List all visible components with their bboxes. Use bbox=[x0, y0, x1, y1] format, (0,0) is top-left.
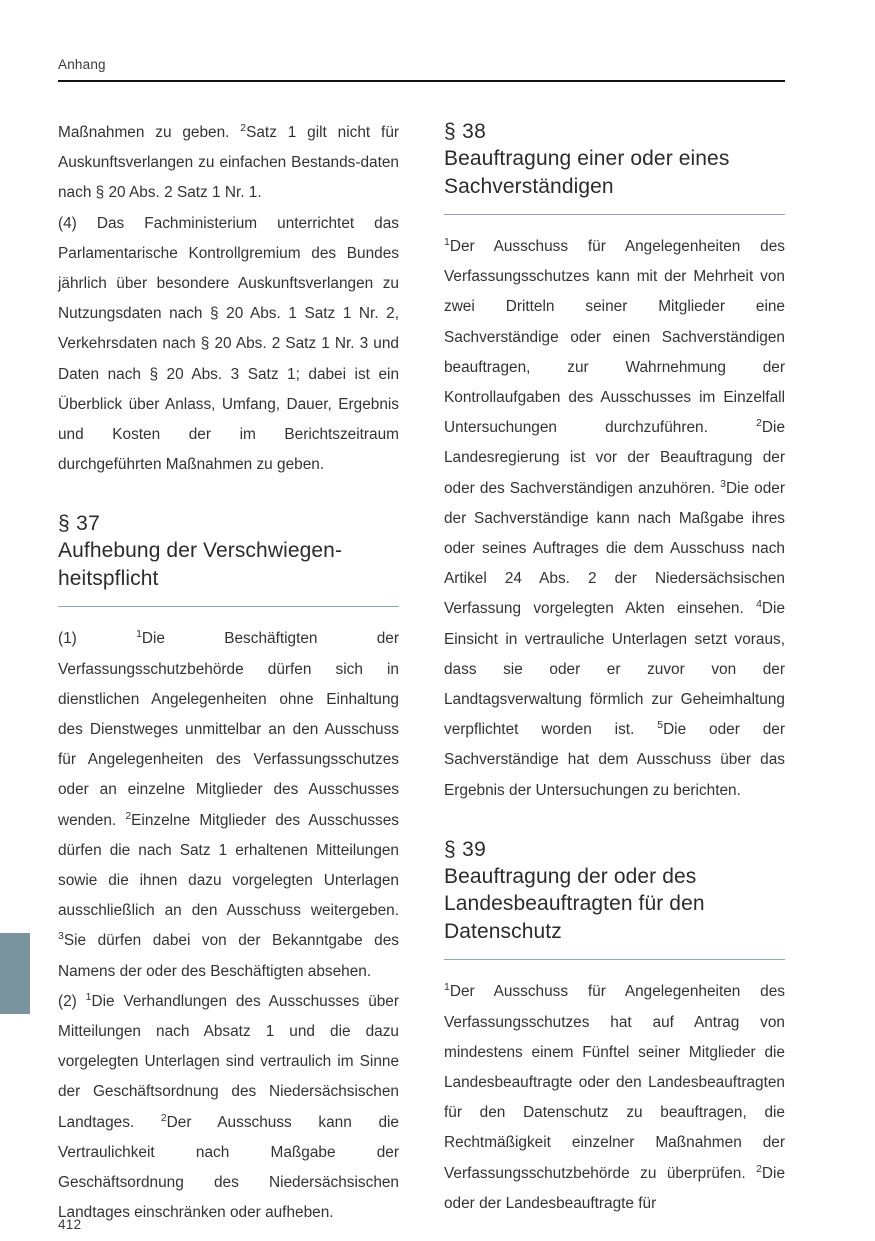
paragraph-absatz-4: (4) Das Fachministerium unterrichtet das Parlamentarische Kontrollgremium des Bundes jährlich über besondere Auskunftsverlangen zu Nutzungsdaten nach § 20 Abs. 1 Satz 1 Nr. 2, Verkehrsdaten nach § 20 Abs. 2 Satz 1 Nr. 3 und Daten nach § 20 Abs. 3 Satz 1; dabei ist ein Überblick über Anlass, Umfang, Dauer, Ergebnis und Kosten der im Berichtszeitraum durchgeführten Maßnahmen zu geben. bbox=[58, 214, 399, 474]
section-title-line-2: heitspflicht bbox=[58, 566, 159, 590]
two-column-body bbox=[58, 118, 785, 1229]
text-run: Der Ausschuss für Angelegenheiten des Verfassungsschutzes hat auf Antrag von mindestens einem Fünftel seiner Mitglieder die Landesbeauftragte oder den Landesbeauftragten für den Datenschutz zu beauftragen, die Rechtmäßigkeit einzelner Maßnahmen der Verfassungsschutzbehörde zu überprüfen. bbox=[444, 983, 785, 1182]
sentence-number-superscript: 1 bbox=[444, 982, 450, 994]
section-rule bbox=[444, 959, 785, 960]
page-number: 412 bbox=[58, 1217, 82, 1232]
text-run: Sie dürfen dabei von der Bekanntgabe des Namens der oder des Beschäftigten absehen. bbox=[58, 932, 399, 980]
text-run: Die Verhandlungen des Ausschusses über Mitteilungen nach Absatz 1 und die dazu vorgelegten Unterlagen sind vertraulich im Sinne der Geschäftsordnung des Niedersächsischen Landtages. bbox=[58, 992, 399, 1131]
sentence-number-superscript: 1 bbox=[136, 629, 142, 641]
text-run: Die oder der Landesbeauftragte für bbox=[444, 1164, 785, 1212]
paragraph-s39-body bbox=[444, 977, 785, 1219]
header-rule bbox=[58, 80, 785, 82]
section-number: § 37 bbox=[58, 512, 101, 536]
section-heading-39 bbox=[444, 836, 785, 961]
text-run: (1) bbox=[58, 630, 137, 648]
sentence-number-superscript: 2 bbox=[756, 1163, 762, 1175]
section-rule bbox=[58, 606, 399, 607]
text-run: Einzelne Mitglieder des Ausschusses dürfen die nach Satz 1 erhaltenen Mitteilungen sowie die ihnen dazu vorgelegten Unterlagen ausschließlich an den Ausschuss weitergeben. bbox=[58, 811, 399, 920]
left-column bbox=[58, 118, 399, 1229]
text-run: Die oder der Sachverständige hat dem Ausschuss über das Ergebnis der Untersuchungen zu berichten. bbox=[444, 721, 785, 799]
section-title-line-2: Landesbeauftragten für den bbox=[444, 892, 705, 916]
paragraph-s38-body bbox=[444, 232, 785, 806]
sentence-number-superscript: 2 bbox=[125, 810, 132, 822]
text-run: Die Landesregierung ist vor der Beauftragung der oder des Sachverständigen anzuhören. bbox=[444, 419, 785, 497]
section-heading-37 bbox=[58, 510, 399, 607]
sentence-number-superscript: 4 bbox=[756, 599, 762, 611]
paragraph-s37-absatz-2 bbox=[58, 987, 399, 1229]
section-title-line-1: Beauftragung einer oder eines bbox=[444, 147, 730, 170]
text-run: Die Beschäftigten der Verfassungsschutzbehörde dürfen sich in dienstlichen Angelegenheiten ohne Einhaltung des Dienstweges unmittelbar an den Ausschuss für Angelegenheiten des Verfassungsschutzes oder an einzelne Mitglieder des Ausschusses wenden. bbox=[58, 630, 399, 829]
sentence-number-superscript: 2 bbox=[756, 418, 762, 430]
section-rule bbox=[444, 214, 785, 215]
text-run: Der Ausschuss für Angelegenheiten des Verfassungsschutzes kann mit der Mehrheit von zwei Dritteln seiner Mitglieder eine Sachverständige oder einen Sachverständigen beauftragen, zur Wahrnehmung der Kontrollaufgaben des Ausschusses im Einzelfall Untersuchungen durchzuführen. bbox=[444, 238, 785, 437]
chapter-tab-marker bbox=[0, 933, 30, 1014]
section-title-line-2: Sachverständigen bbox=[444, 174, 614, 198]
sentence-number-superscript: 2 bbox=[240, 122, 247, 134]
sentence-number-superscript: 1 bbox=[444, 236, 450, 248]
section-title-line-1: Beauftragung der oder des bbox=[444, 864, 697, 888]
sentence-number-superscript: 5 bbox=[657, 720, 664, 732]
section-number: § 38 bbox=[444, 120, 487, 143]
text-run: Die oder der Sachverständige kann nach Maßgabe ihres oder seines Auftrages die dem Ausschuss nach Artikel 24 Abs. 2 der Niedersächsischen Verfassung vorgelegten Akten einsehen. bbox=[444, 479, 785, 618]
sentence-number-superscript: 2 bbox=[160, 1112, 167, 1124]
sentence-number-superscript: 3 bbox=[58, 931, 64, 943]
text-run: (2) bbox=[58, 992, 86, 1010]
paragraph-s37-absatz-1 bbox=[58, 624, 399, 986]
section-heading-38 bbox=[444, 118, 785, 215]
sentence-number-superscript: 3 bbox=[720, 478, 726, 490]
text-run: Satz 1 gilt nicht für Auskunftsverlangen zu einfachen Bestands-daten nach § 20 Abs. 2 Satz 1 Nr. 1. bbox=[58, 124, 399, 202]
running-header bbox=[58, 56, 785, 82]
section-title-line-1: Aufhebung der Verschwiegen- bbox=[58, 539, 343, 563]
section-number: § 39 bbox=[444, 837, 487, 861]
paragraph-continued-3 bbox=[58, 118, 399, 209]
running-header-label: Anhang bbox=[58, 57, 106, 72]
text-run: Die Einsicht in vertrauliche Unterlagen setzt voraus, dass sie oder er zuvor von der Landtagsverwaltung förmlich zur Geheimhaltung verpflichtet worden ist. bbox=[444, 600, 785, 739]
text-run: Der Ausschuss kann die Vertraulichkeit nach Maßgabe der Geschäftsordnung des Niedersächsischen Landtages einschränken oder aufheben. bbox=[58, 1113, 399, 1222]
right-column bbox=[444, 118, 785, 1229]
text-run: Maßnahmen zu geben. bbox=[58, 124, 241, 141]
sentence-number-superscript: 1 bbox=[85, 991, 92, 1003]
section-title-line-3: Datenschutz bbox=[444, 919, 562, 943]
